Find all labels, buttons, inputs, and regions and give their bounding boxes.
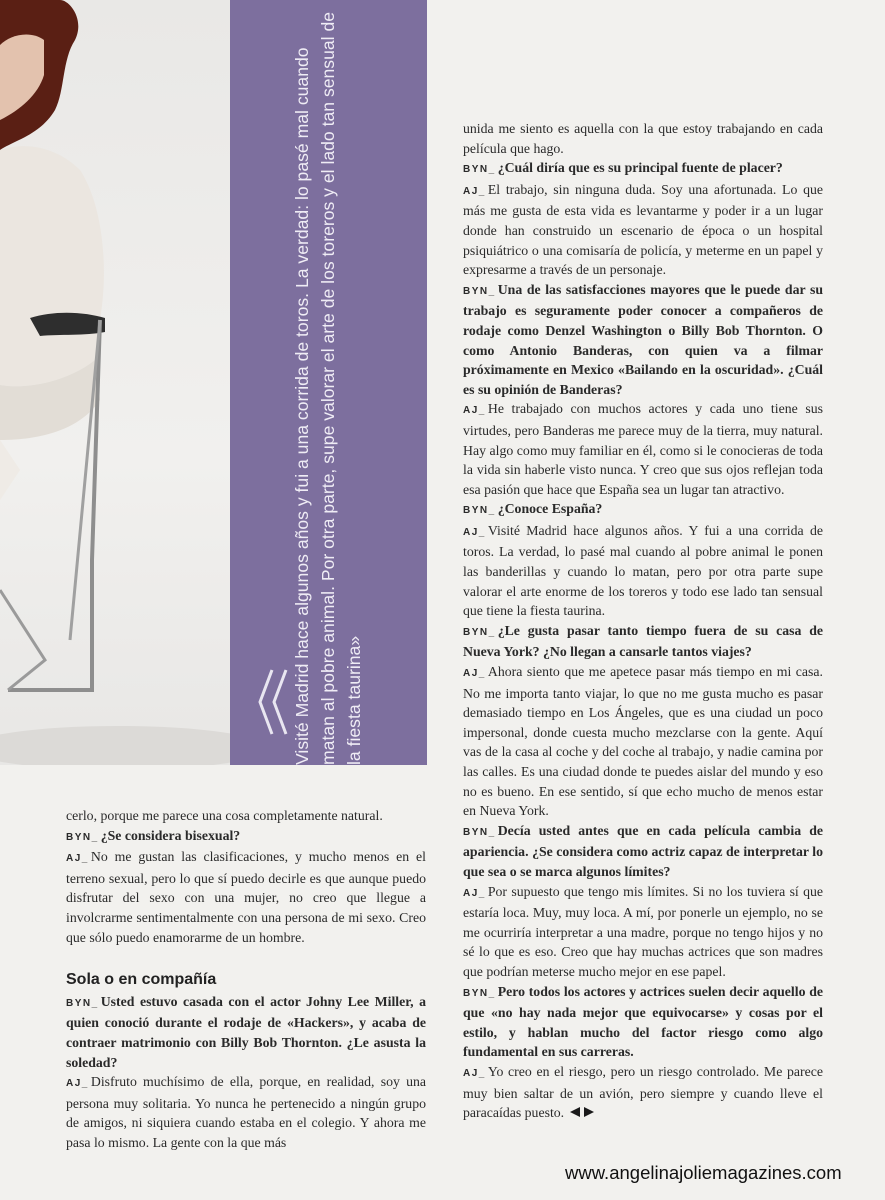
- answer: [463, 399, 823, 499]
- answer-tag: AJ_: [463, 405, 486, 417]
- question: [463, 499, 823, 521]
- answer-tag: AJ_: [66, 853, 89, 865]
- pull-quote: Visité Madrid hace algunos años y fui a una corrida de toros. La verdad: lo pasé mal cuando matan al pobre animal. Por otra parte, supe valorar el arte de los toreros y el lado tan sensual de la fiesta taurina»: [292, 11, 364, 765]
- question-tag: BYN_: [463, 826, 496, 838]
- question-tag: BYN_: [463, 626, 496, 638]
- answer: [463, 180, 823, 280]
- answer-text: Yo creo en el riesgo, pero un riesgo controlado. Me parece muy bien saltar de un avión, pero siempre y cuando lleve el paracaídas puesto.: [463, 1063, 823, 1121]
- answer-text: Ahora siento que me apetece pasar más tiempo en mi casa. No me importa tanto viajar, lo que no me gusta mucho es pasar demasiado tiempo en Los Ángeles, que es una ciudad un poco impersonal, donde cuesta mucho mezclarse con la gente. Aquí vas de la casa al coche y del coche al trabajo, y nadie camina por las calles. Es una ciudad donde te puedes aislar del mundo y eso no es bueno. En ese sentido, sí que echo mucho de menos estar en Nueva York.: [463, 664, 823, 819]
- quote-chevron-icon: [256, 668, 292, 736]
- question-text: Decía usted antes que en cada película cambia de apariencia. ¿Se considera como actriz capaz de interpretar lo que sea o se marca algunos límites?: [463, 822, 823, 879]
- answer-tag: AJ_: [463, 887, 486, 899]
- answer-text: He trabajado con muchos actores y cada uno tiene sus virtudes, pero Banderas me parece muy de la tierra, muy natural. Hay algo como muy familiar en él, como si le conocieras de toda la vida sin haberle visto nunca. Y creo que sus ojos reflejan toda esa pasión que hace que España sea un lugar tan atractivo.: [463, 401, 823, 497]
- question: [463, 158, 823, 180]
- answer-tag: AJ_: [66, 1078, 89, 1090]
- right-column: [463, 119, 823, 1123]
- answer-tag: AJ_: [463, 1067, 486, 1079]
- answer-text: Visité Madrid hace algunos años. Y fui a una corrida de toros. La verdad, lo pasé mal cuando al pobre animal le ponen las banderillas y cuando lo matan, pero por otra parte supe valorar el arte enorme de los toreros y todo ese lado tan sensual que tiene la fiesta taurina.: [463, 522, 823, 619]
- question-text: Una de las satisfacciones mayores que le puede dar su trabajo es seguramente poder conocer a compañeros de rodaje como Denzel Washington o Billy Bob Thornton. O como Antonio Banderas, con quien va a filmar próximamente en Mexico «Bailando en la oscuridad». ¿Cuál es su opinión de Banderas?: [463, 281, 823, 397]
- question: [463, 621, 823, 662]
- question: [66, 992, 426, 1072]
- question-tag: BYN_: [66, 831, 99, 843]
- answer-text: Por supuesto que tengo mis límites. Si no los tuviera sí que estaría loca. Muy, muy loca. A mí, por ponerle un ejemplo, no se me ocurriría interpretar a una madre, porque no tengo hijos y no sé lo que es eso. Creo que hay muchas actrices que son madres que podrían meterse mucho mejor en ese papel.: [463, 883, 823, 979]
- continued-paragraph: cerlo, porque me parece una cosa completamente natural.: [66, 808, 383, 823]
- question-text: ¿Conoce España?: [497, 501, 603, 517]
- question: [463, 280, 823, 400]
- section-subhead: Sola o en compañía: [66, 971, 217, 989]
- answer-tag: AJ_: [463, 668, 486, 680]
- question: [66, 826, 426, 848]
- photo-illustration: [0, 0, 230, 765]
- answer: [463, 662, 823, 821]
- question-tag: BYN_: [66, 997, 99, 1009]
- paragraph-text: unida me siento es aquella con la que estoy trabajando en cada película que hago.: [463, 121, 823, 156]
- pull-quote-band: [230, 0, 427, 765]
- question: [463, 821, 823, 882]
- answer-text: Disfruto muchísimo de ella, porque, en realidad, soy una persona muy solitaria. Yo nunca he pertenecido a ningún grupo de amigos, ni siquiera cuando estaba en el colegio. Y ahora me pasa lo mismo. La gente con la que más: [66, 1074, 426, 1150]
- answer: [66, 847, 426, 947]
- continued-paragraph: [463, 119, 823, 158]
- answer-text: No me gustan las clasificaciones, y mucho menos en el terreno sexual, pero lo que sí puedo decirle es que aunque puedo disfrutar del sexo con una mujer, no creo que llegue a involcrarme sentimentalmente con una persona de mi sexo. Creo que sólo puedo enamorarme de un hombre.: [66, 849, 426, 945]
- question-tag: BYN_: [463, 505, 496, 517]
- answer-text: El trabajo, sin ninguna duda. Soy una afortunada. Lo que más me gusta de esta vida es levantarme y poder ir a un lugar donde han construido un escenario de época o un hospital psiquiátrico o una comisaría de policía, y meterme en un papel y expresarme a través de un personaje.: [463, 181, 823, 278]
- watermark: www.angelinajoliemagazines.com: [565, 1162, 842, 1183]
- question-tag: BYN_: [463, 987, 496, 999]
- answer: [463, 521, 823, 621]
- end-mark-icon: [568, 1106, 596, 1118]
- answer: [463, 1062, 823, 1123]
- answer: [66, 1072, 426, 1152]
- question: [463, 982, 823, 1062]
- photo-angelina-jolie: [0, 0, 230, 765]
- left-column: [66, 806, 426, 1153]
- question-tag: BYN_: [463, 164, 496, 176]
- question-tag: BYN_: [463, 285, 496, 297]
- question-text: ¿Se considera bisexual?: [100, 827, 241, 843]
- answer-tag: AJ_: [463, 526, 486, 538]
- answer: [463, 882, 823, 982]
- question-text: ¿Le gusta pasar tanto tiempo fuera de su casa de Nueva York? ¿No llegan a cansarle tantos viajes?: [463, 622, 823, 660]
- question-text: Usted estuvo casada con el actor Johny Lee Miller, a quien conoció durante el rodaje de «Hackers», y acaba de contraer matrimonio con Billy Bob Thornton. ¿Le asusta la soledad?: [66, 993, 426, 1070]
- question-text: Pero todos los actores y actrices suelen decir aquello de que «no hay nada mejor que equivocarse» y cosas por el estilo, y hablan mucho del factor riesgo como algo fundamental en sus carreras.: [463, 983, 823, 1060]
- answer-tag: AJ_: [463, 185, 486, 197]
- question-text: ¿Cuál diría que es su principal fuente de placer?: [497, 160, 783, 176]
